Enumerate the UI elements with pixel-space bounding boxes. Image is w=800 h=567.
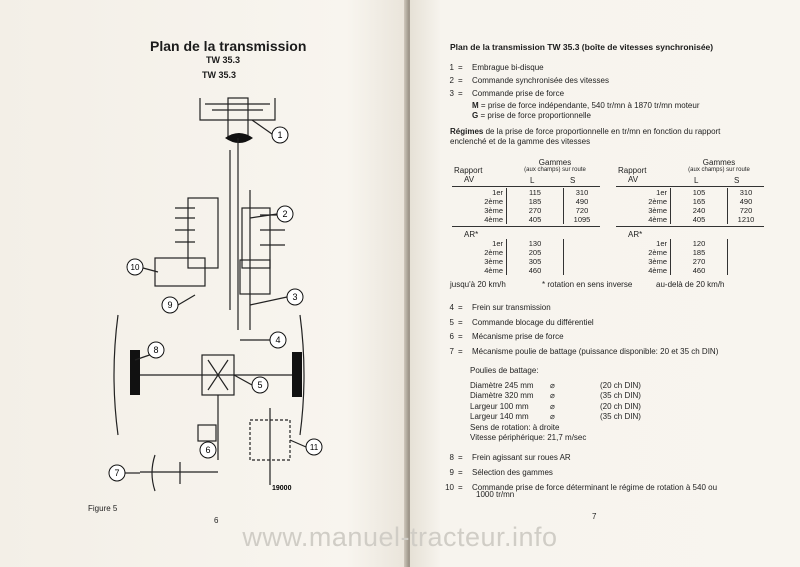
pto-list bbox=[472, 101, 700, 121]
list-item: 10 = Commande prise de force déterminant le régime de rotation à 540 ou bbox=[445, 483, 718, 492]
svg-text:7: 7 bbox=[114, 468, 120, 478]
list-item: 5 = Commande blocage du différentiel bbox=[449, 317, 594, 327]
table-row: 1er 120 bbox=[616, 239, 764, 248]
callout-10 bbox=[127, 259, 158, 275]
table-row: 3ème 240 720 bbox=[616, 206, 764, 215]
callout-11 bbox=[290, 439, 322, 455]
rotation-text: Sens de rotation: à droite bbox=[470, 422, 560, 432]
list-item: 7 = Mécanisme poulie de battage (puissance disponible: 20 et 35 ch DIN) bbox=[449, 346, 719, 356]
callout-9 bbox=[162, 295, 195, 313]
svg-text:2: 2 bbox=[282, 209, 288, 219]
table-row: 3ème 305 bbox=[452, 257, 600, 266]
left-title: Plan de la transmission bbox=[150, 38, 307, 54]
list-item: 1 = Embrague bi-disque bbox=[449, 63, 544, 72]
items-bottom-list bbox=[438, 450, 717, 495]
table-row: 2ème 185 bbox=[616, 248, 764, 257]
svg-text:3: 3 bbox=[292, 292, 298, 302]
svg-text:1: 1 bbox=[277, 130, 283, 140]
callout-1 bbox=[252, 120, 288, 143]
list-item: Largeur 140 mm ⌀ (35 ch DIN) bbox=[470, 412, 641, 421]
svg-text:6: 6 bbox=[205, 445, 211, 455]
callout-4 bbox=[240, 332, 286, 348]
callout-5 bbox=[234, 375, 268, 393]
table-row: 1er 115 310 bbox=[452, 188, 600, 197]
table-row: 4ème 460 bbox=[616, 266, 764, 275]
table-row: 2ème 185 490 bbox=[452, 197, 600, 206]
note-speed-high: au-delà de 20 km/h bbox=[656, 280, 725, 289]
left-model-top: TW 35.3 bbox=[206, 55, 241, 65]
table-row: 3ème 270 bbox=[616, 257, 764, 266]
svg-text:10: 10 bbox=[130, 263, 140, 272]
list-item: Diamètre 320 mm ⌀ (35 ch DIN) bbox=[470, 391, 641, 400]
svg-text:4: 4 bbox=[275, 335, 281, 345]
callout-6 bbox=[200, 442, 216, 458]
table-row: 1er 130 bbox=[452, 239, 600, 248]
regimes-text: Régimes de la prise de force proportionnelle en tr/mn en fonction du rapport enclenché et de la gamme des vitesses bbox=[450, 127, 721, 146]
table-row: 4ème 405 1210 bbox=[616, 215, 764, 224]
item10-continuation: 1000 tr/mn bbox=[476, 490, 515, 499]
list-item: Diamètre 245 mm ⌀ (20 ch DIN) bbox=[470, 380, 641, 390]
note-speed-low: jusqu'à 20 km/h bbox=[450, 280, 506, 289]
items-top-list bbox=[438, 61, 609, 100]
list-item: M = prise de force indépendante, 540 tr/mn à 1870 tr/mn moteur bbox=[472, 101, 700, 110]
note-reverse: * rotation en sens inverse bbox=[542, 280, 633, 289]
callout-3 bbox=[250, 289, 303, 305]
svg-text:11: 11 bbox=[309, 443, 319, 452]
svg-text:5: 5 bbox=[257, 380, 263, 390]
list-item: 6 = Mécanisme prise de force bbox=[449, 332, 564, 341]
svg-text:8: 8 bbox=[153, 345, 159, 355]
table-row: 2ème 205 bbox=[452, 248, 600, 257]
right-page-number: 7 bbox=[592, 512, 597, 521]
table-row: 4ème 460 bbox=[452, 266, 600, 275]
list-item: 9 = Sélection des gammes bbox=[449, 468, 553, 477]
items-mid-list bbox=[438, 301, 718, 359]
callout-7 bbox=[109, 465, 140, 481]
list-item: Largeur 100 mm ⌀ (20 ch DIN) bbox=[470, 401, 641, 411]
table-row: 3ème 270 720 bbox=[452, 206, 600, 215]
vitesse-text: Vitesse périphérique: 21,7 m/sec bbox=[470, 433, 587, 442]
left-page-number: 6 bbox=[214, 516, 219, 525]
list-item: 3 = Commande prise de force bbox=[449, 89, 565, 98]
table-row: 1er 105 310 bbox=[616, 188, 764, 197]
figure-caption: Figure 5 bbox=[88, 504, 118, 513]
transmission-diagram bbox=[100, 90, 330, 500]
list-item: G = prise de force proportionnelle bbox=[472, 111, 591, 120]
poulies-title: Poulies de battage: bbox=[470, 366, 539, 375]
svg-text:9: 9 bbox=[167, 300, 173, 310]
list-item: 2 = Commande synchronisée des vitesses bbox=[449, 76, 609, 85]
poulies-block bbox=[470, 366, 641, 444]
right-page: Plan de la transmission TW 35.3 (boîte de vitesses synchronisée) 1 = Embrague bi-disque 2 = Commande synchronisée des vitesses 3 = Commande prise de force M = prise de force indépendante, 540 tr/mn à 1870 tr/mn moteur G = prise de force proportionnelle Régimes de la prise de force proportionnelle en tr/mn en fonction du rapport enclenché et de la gamme des vitesses Gammes (aux champs) sur route Rapport AV L S 1er 115 310 2ème 185 490 3ème 270 720 4ème 405 1095 AR* 1er 130 2ème 205 3ème 305 4ème 460 Gammes (aux champs) sur route Rapport AV L S 1er 105 310 2ème 165 490 3ème 240 720 4ème 405 1210 AR* 1er 120 2ème 185 3ème 270 4ème 460 jusqu'à 20 km/h * rotation en sens inverse au-delà de 20 km/h 4 = Frein sur transmission 5 = Commande blocage du différentiel 6 = Mécanisme prise de force 7 = Mécanisme poulie de battage (puissance disponible: 20 et 35 ch DIN) Poulies de battage: Diamètre 245 mm ⌀ (20 ch DIN) Diamètre 320 mm ⌀ (35 ch DIN) Largeur 100 mm ⌀ (20 ch DIN) Largeur 140 mm ⌀ (35 ch DIN) Sens de rotation: à droite Vitesse périphérique: 21,7 m/sec 8 = Frein agissant sur roues AR 9 = Sélection des gammes 10 = Commande prise de force déterminant le régime de rotation à 540 ou 1000 tr/mn 7 bbox=[410, 0, 800, 567]
table-row: 2ème 165 490 bbox=[616, 197, 764, 206]
list-item: 4 = Frein sur transmission bbox=[449, 303, 551, 312]
diagram-stamp: 19000 bbox=[272, 485, 292, 492]
list-item: 8 = Frein agissant sur roues AR bbox=[449, 453, 571, 462]
left-model-bottom: TW 35.3 bbox=[202, 70, 237, 80]
watermark-text: www.manuel-tracteur.info bbox=[242, 522, 558, 552]
table-row: 4ème 405 1095 bbox=[452, 215, 600, 224]
right-title: Plan de la transmission TW 35.3 (boîte de vitesses synchronisée) bbox=[450, 42, 714, 52]
